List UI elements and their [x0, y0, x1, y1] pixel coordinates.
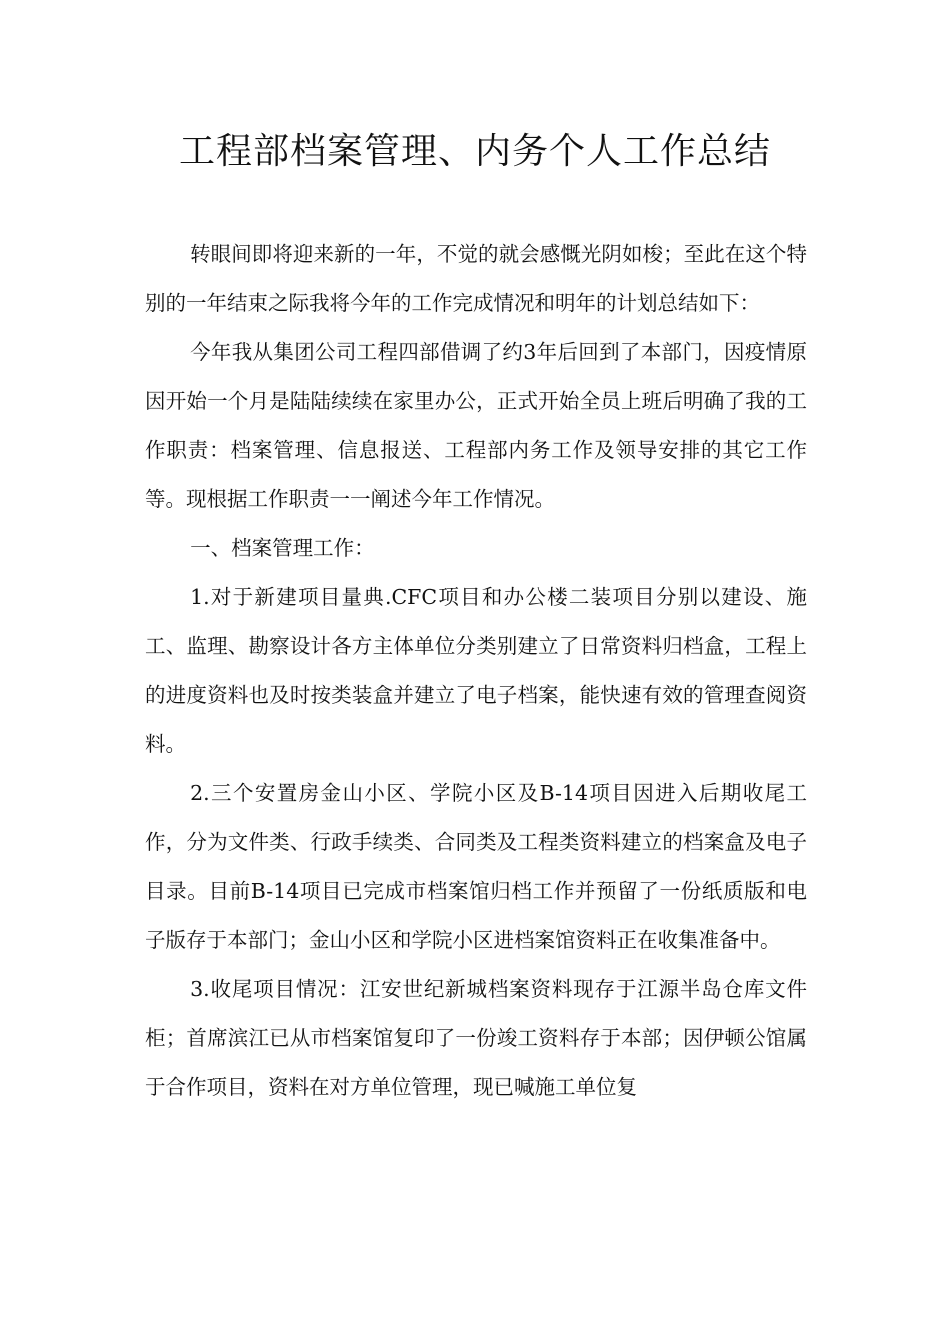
- paragraph-intro: 转眼间即将迎来新的一年，不觉的就会感慨光阴如梭；至此在这个特别的一年结束之际我将今年的工作完成情况和明年的计划总结如下：: [145, 242, 807, 315]
- paragraph-item-1: 1.对于新建项目量典.CFC项目和办公楼二装项目分别以建设、施工、监理、勘察设计各方主体单位分类别建立了日常资料归档盒，工程上的进度资料也及时按类装盒并建立了电子档案，能快速有效的管理查阅资料。: [145, 585, 807, 756]
- section-heading-archive: 一、档案管理工作：: [190, 536, 375, 560]
- document-body: [145, 230, 807, 1112]
- paragraph-item-2: 2.三个安置房金山小区、学院小区及B-14项目因进入后期收尾工作，分为文件类、行政手续类、合同类及工程类资料建立的档案盒及电子目录。目前B-14项目已完成市档案馆归档工作并预留了一份纸质版和电子版存于本部门；金山小区和学院小区进档案馆资料正在收集准备中。: [145, 781, 807, 952]
- page-title: 工程部档案管理、内务个人工作总结: [178, 131, 771, 172]
- paragraph-duties: 今年我从集团公司工程四部借调了约3年后回到了本部门，因疫情原因开始一个月是陆陆续续在家里办公，正式开始全员上班后明确了我的工作职责：档案管理、信息报送、工程部内务工作及领导安排的其它工作等。现根据工作职责一一阐述今年工作情况。: [145, 340, 807, 511]
- paragraph-item-3: 3.收尾项目情况：江安世纪新城档案资料现存于江源半岛仓库文件柜；首席滨江已从市档案馆复印了一份竣工资料存于本部；因伊顿公馆属于合作项目，资料在对方单位管理，现已喊施工单位复: [145, 977, 807, 1099]
